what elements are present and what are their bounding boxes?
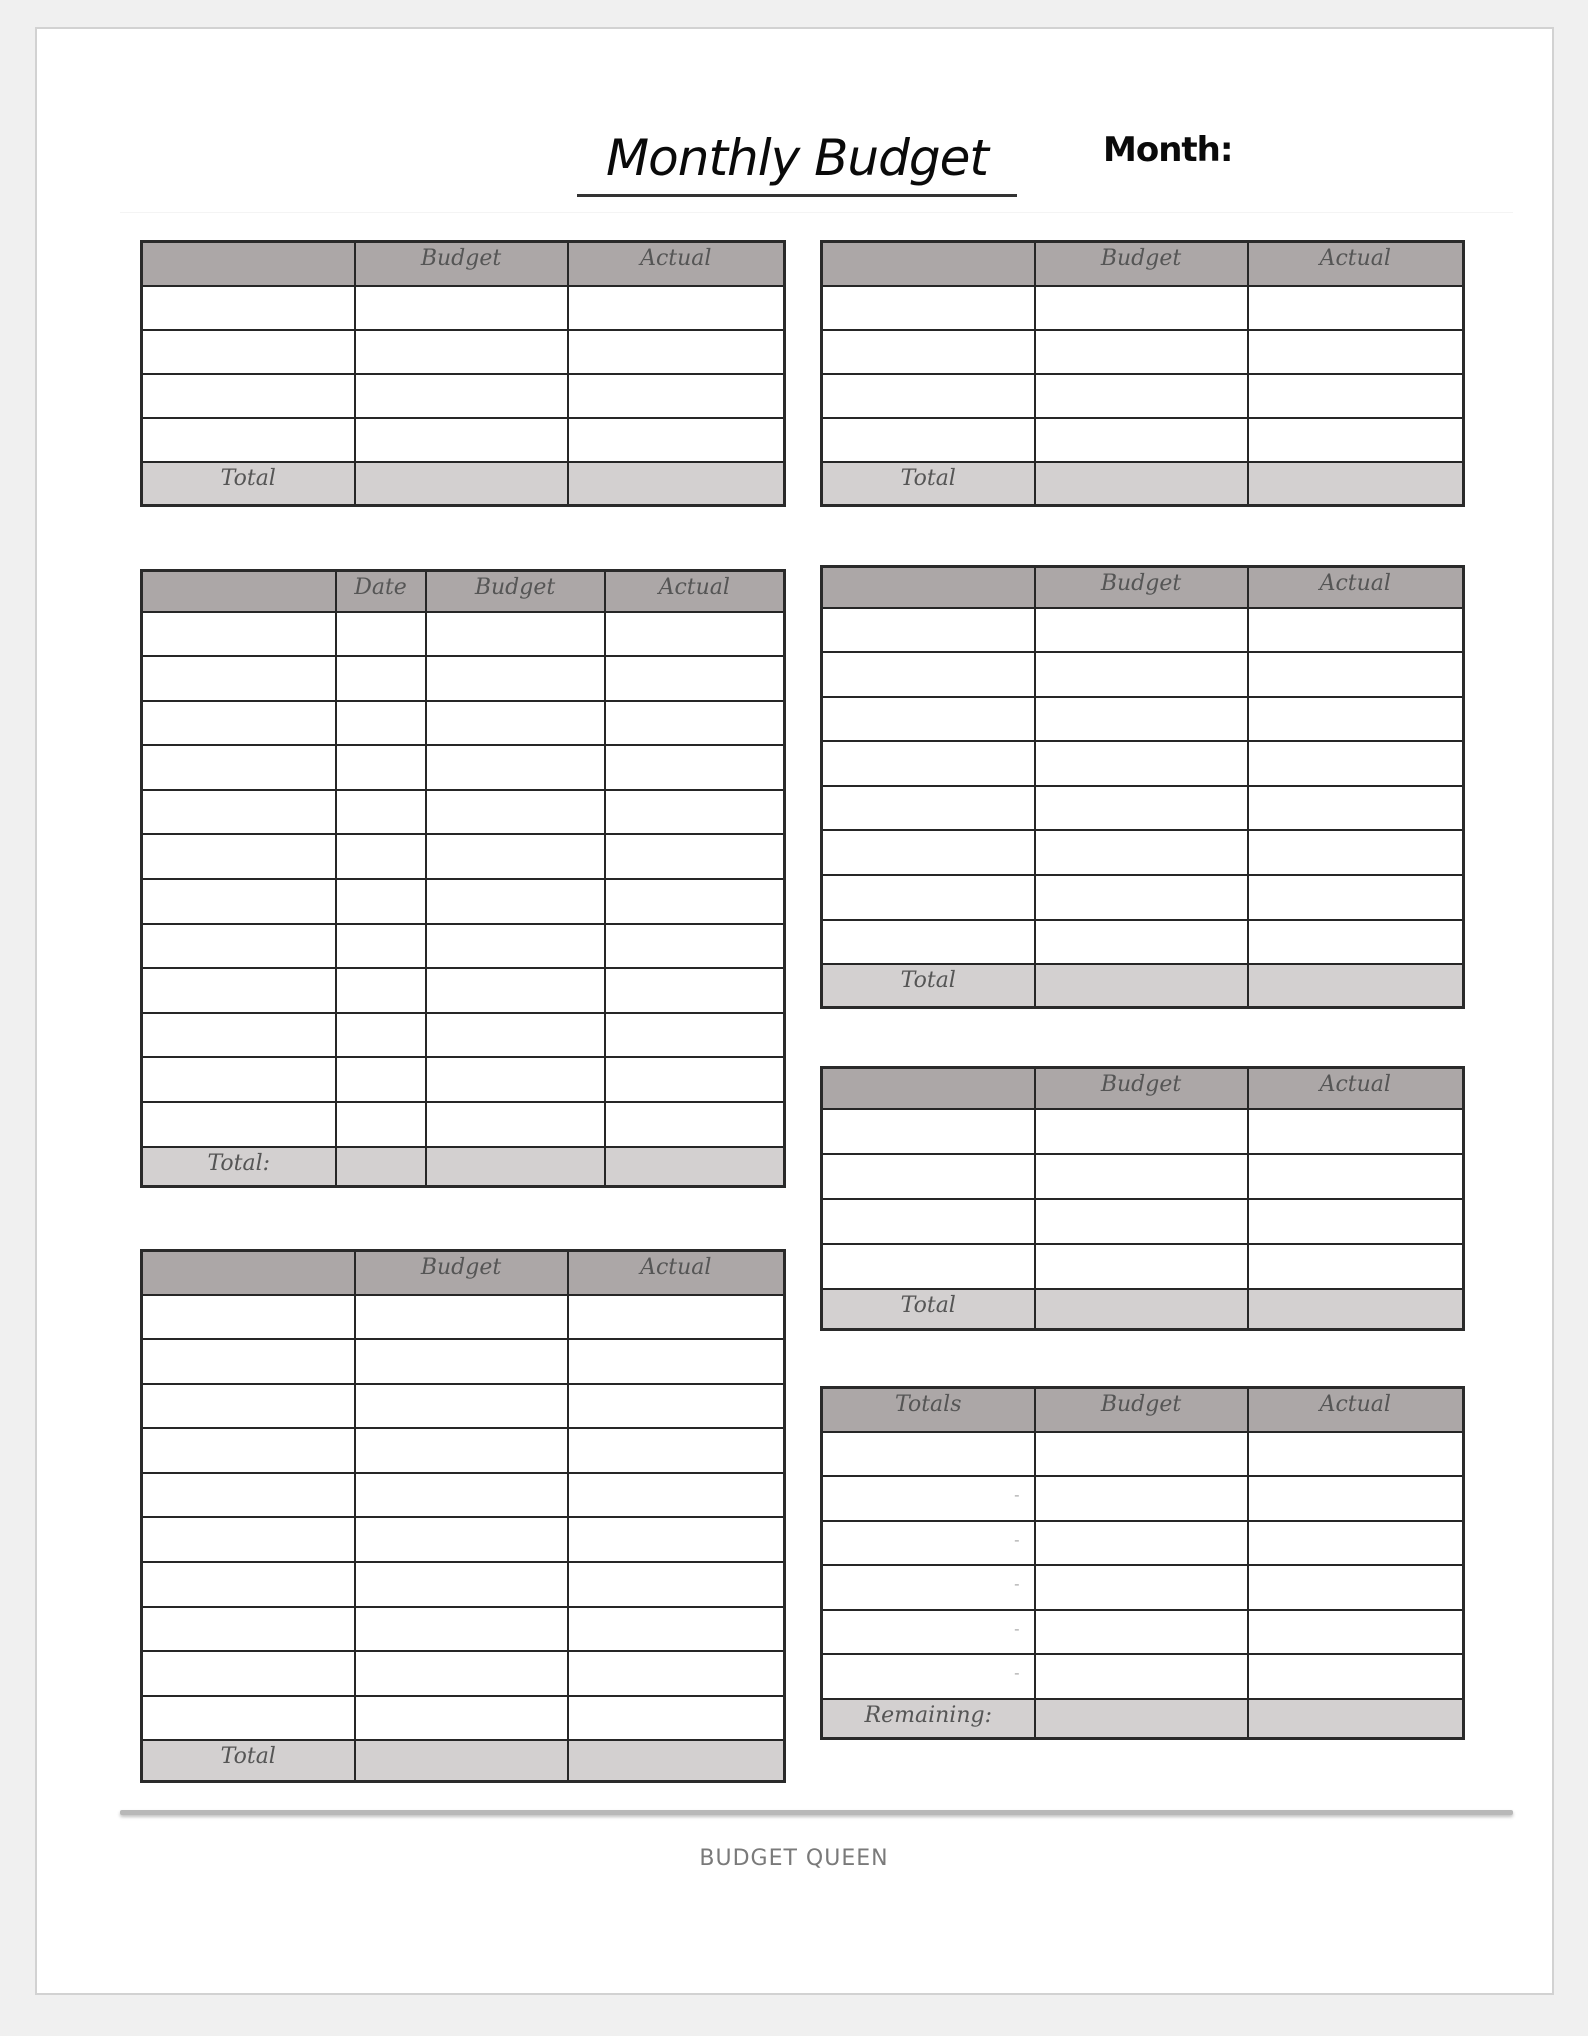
table-header-row: [822, 567, 1464, 608]
category-cell[interactable]: [142, 1102, 336, 1147]
category-cell[interactable]: [822, 608, 1035, 653]
category-cell[interactable]: [142, 1339, 355, 1384]
budget-header: Budget: [1035, 242, 1248, 286]
budget-cell[interactable]: [1035, 697, 1248, 742]
budget-cell[interactable]: [1035, 830, 1248, 875]
category-cell[interactable]: [142, 612, 336, 657]
budget-cell[interactable]: [355, 1339, 568, 1384]
actual-cell[interactable]: [568, 1517, 785, 1562]
table-row: [822, 1610, 1464, 1655]
actual-cell[interactable]: [1248, 374, 1464, 418]
budget-total-cell[interactable]: [355, 462, 568, 506]
category-header: [142, 571, 336, 612]
category-cell[interactable]: [142, 1517, 355, 1562]
budget-cell[interactable]: [1035, 374, 1248, 418]
table-row: [822, 920, 1464, 965]
table-row: [142, 1102, 785, 1147]
right-third-budget-table: [820, 1066, 1465, 1331]
category-cell[interactable]: [142, 879, 336, 924]
actual-cell[interactable]: [1248, 1521, 1464, 1566]
category-cell[interactable]: [142, 745, 336, 790]
actual-cell[interactable]: [1248, 920, 1464, 965]
date-cell[interactable]: [336, 745, 426, 790]
total-row: [822, 964, 1464, 1007]
actual-cell[interactable]: [568, 1384, 785, 1429]
table-row: [822, 1521, 1464, 1566]
budget-cell[interactable]: [355, 1384, 568, 1429]
row-marker[interactable]: [822, 1432, 1035, 1477]
actual-cell[interactable]: [1248, 1476, 1464, 1521]
table-row: [142, 1562, 785, 1607]
row-marker[interactable]: -: [822, 1565, 1035, 1610]
category-cell[interactable]: [822, 286, 1035, 330]
category-cell[interactable]: [142, 1607, 355, 1652]
table-row: [142, 374, 785, 418]
actual-cell[interactable]: [1248, 608, 1464, 653]
category-cell[interactable]: [142, 1473, 355, 1518]
budget-cell[interactable]: [1035, 786, 1248, 831]
remaining-row: [822, 1699, 1464, 1739]
actual-header: Actual: [568, 242, 785, 286]
row-marker[interactable]: -: [822, 1610, 1035, 1655]
table-row: [142, 1517, 785, 1562]
table-row: [142, 1651, 785, 1696]
category-cell[interactable]: [142, 286, 355, 330]
table-row: [822, 1476, 1464, 1521]
actual-cell[interactable]: [568, 1473, 785, 1518]
category-cell[interactable]: [142, 1562, 355, 1607]
actual-cell[interactable]: [568, 330, 785, 374]
actual-total-cell[interactable]: [568, 462, 785, 506]
table-row: [822, 875, 1464, 920]
actual-header: Actual: [605, 571, 785, 612]
budget-cell[interactable]: [1035, 1565, 1248, 1610]
total-row: [822, 1289, 1464, 1330]
budget-header: Budget: [1035, 567, 1248, 608]
left-dated-budget-table: [140, 569, 786, 1188]
date-cell[interactable]: [336, 879, 426, 924]
actual-cell[interactable]: [568, 286, 785, 330]
actual-header: Actual: [568, 1251, 785, 1295]
table-row: [822, 830, 1464, 875]
date-cell[interactable]: [336, 1013, 426, 1058]
table-row: [142, 1428, 785, 1473]
actual-cell[interactable]: [1248, 330, 1464, 374]
budget-cell[interactable]: [1035, 418, 1248, 462]
budget-cell[interactable]: [1035, 1244, 1248, 1289]
budget-remaining-cell[interactable]: [1035, 1699, 1248, 1739]
budget-cell[interactable]: [355, 1517, 568, 1562]
category-cell[interactable]: [142, 418, 355, 462]
budget-cell[interactable]: [426, 1057, 605, 1102]
actual-cell[interactable]: [1248, 1654, 1464, 1699]
date-cell[interactable]: [336, 1057, 426, 1102]
budget-header: Budget: [1035, 1388, 1248, 1432]
category-cell[interactable]: [822, 330, 1035, 374]
date-cell[interactable]: [336, 612, 426, 657]
category-cell[interactable]: [822, 875, 1035, 920]
date-total-cell[interactable]: [336, 1147, 426, 1187]
table-row: [142, 656, 785, 701]
total-row: [142, 462, 785, 506]
actual-cell[interactable]: [1248, 652, 1464, 697]
category-cell[interactable]: [822, 920, 1035, 965]
budget-cell[interactable]: [426, 879, 605, 924]
table-header-row: [822, 1388, 1464, 1432]
table-row: [142, 745, 785, 790]
table-row: [822, 1109, 1464, 1154]
actual-cell[interactable]: [1248, 1109, 1464, 1154]
budget-cell[interactable]: [1035, 1109, 1248, 1154]
budget-cell[interactable]: [1035, 330, 1248, 374]
budget-header: Budget: [355, 1251, 568, 1295]
table-row: [142, 1013, 785, 1058]
budget-cell[interactable]: [426, 1013, 605, 1058]
table-row: [142, 790, 785, 835]
budget-cell[interactable]: [1035, 1476, 1248, 1521]
total-label: Total: [142, 1740, 355, 1781]
total-row: [822, 462, 1464, 506]
table-row: [142, 330, 785, 374]
category-cell[interactable]: [142, 1295, 355, 1340]
actual-cell[interactable]: [1248, 418, 1464, 462]
category-cell[interactable]: [142, 1384, 355, 1429]
budget-cell[interactable]: [1035, 1654, 1248, 1699]
table-row: [822, 1654, 1464, 1699]
budget-cell[interactable]: [355, 418, 568, 462]
actual-cell[interactable]: [605, 790, 785, 835]
table-row: [142, 1384, 785, 1429]
actual-cell[interactable]: [568, 1562, 785, 1607]
category-cell[interactable]: [142, 1013, 336, 1058]
category-cell[interactable]: [142, 924, 336, 969]
row-marker[interactable]: -: [822, 1521, 1035, 1566]
budget-cell[interactable]: [426, 745, 605, 790]
budget-header: Budget: [1035, 1068, 1248, 1109]
remaining-label: Remaining:: [822, 1699, 1035, 1739]
budget-cell[interactable]: [1035, 1432, 1248, 1477]
category-header: [142, 242, 355, 286]
actual-total-cell[interactable]: [568, 1740, 785, 1781]
actual-cell[interactable]: [605, 1013, 785, 1058]
table-row: [822, 1432, 1464, 1477]
date-cell[interactable]: [336, 701, 426, 746]
budget-cell[interactable]: [355, 1562, 568, 1607]
actual-cell[interactable]: [1248, 1154, 1464, 1199]
table-row: [822, 608, 1464, 653]
category-cell[interactable]: [822, 1109, 1035, 1154]
category-header: [822, 567, 1035, 608]
budget-cell[interactable]: [1035, 920, 1248, 965]
table-row: [822, 1199, 1464, 1244]
actual-total-cell[interactable]: [1248, 462, 1464, 506]
budget-cell[interactable]: [1035, 875, 1248, 920]
actual-cell[interactable]: [1248, 1199, 1464, 1244]
actual-cell[interactable]: [1248, 786, 1464, 831]
month-label: Month:: [1103, 130, 1233, 170]
date-header: Date: [336, 571, 426, 612]
category-cell[interactable]: [822, 1154, 1035, 1199]
table-row: [142, 1607, 785, 1652]
actual-total-cell[interactable]: [1248, 1289, 1464, 1330]
category-cell[interactable]: [142, 1057, 336, 1102]
actual-cell[interactable]: [605, 612, 785, 657]
category-cell[interactable]: [822, 1244, 1035, 1289]
actual-header: Actual: [1248, 567, 1464, 608]
page-title: Monthly Budget: [577, 122, 1017, 197]
category-cell[interactable]: [822, 786, 1035, 831]
actual-header: Actual: [1248, 1388, 1464, 1432]
budget-header: Budget: [355, 242, 568, 286]
budget-cell[interactable]: [1035, 1610, 1248, 1655]
budget-cell[interactable]: [426, 968, 605, 1013]
table-row: [142, 612, 785, 657]
category-cell[interactable]: [822, 652, 1035, 697]
actual-cell[interactable]: [1248, 1565, 1464, 1610]
total-row: [142, 1740, 785, 1781]
table-row: [142, 701, 785, 746]
actual-cell[interactable]: [568, 1428, 785, 1473]
actual-remaining-cell[interactable]: [1248, 1699, 1464, 1739]
sheet-bottom-shadow: [120, 1810, 1513, 1815]
table-header-row: [822, 1068, 1464, 1109]
actual-cell[interactable]: [605, 1102, 785, 1147]
actual-total-cell[interactable]: [1248, 964, 1464, 1007]
table-header-row: [822, 242, 1464, 286]
row-marker[interactable]: -: [822, 1654, 1035, 1699]
actual-cell[interactable]: [1248, 697, 1464, 742]
budget-cell[interactable]: [426, 656, 605, 701]
actual-cell[interactable]: [1248, 830, 1464, 875]
budget-cell[interactable]: [355, 1696, 568, 1741]
actual-cell[interactable]: [568, 1607, 785, 1652]
table-row: [822, 786, 1464, 831]
date-cell[interactable]: [336, 1102, 426, 1147]
category-cell[interactable]: [142, 374, 355, 418]
date-cell[interactable]: [336, 834, 426, 879]
left-bottom-budget-table: [140, 1249, 786, 1783]
table-row: [822, 652, 1464, 697]
totals-summary-table: [820, 1386, 1465, 1740]
budget-cell[interactable]: [426, 790, 605, 835]
table-row: [822, 330, 1464, 374]
date-cell[interactable]: [336, 656, 426, 701]
actual-cell[interactable]: [1248, 1432, 1464, 1477]
total-label: Total: [822, 1289, 1035, 1330]
table-row: [142, 924, 785, 969]
table-row: [142, 879, 785, 924]
category-cell[interactable]: [822, 418, 1035, 462]
date-cell[interactable]: [336, 968, 426, 1013]
row-marker[interactable]: -: [822, 1476, 1035, 1521]
category-cell[interactable]: [142, 1651, 355, 1696]
right-second-budget-table: [820, 565, 1465, 1009]
actual-cell[interactable]: [605, 834, 785, 879]
budget-cell[interactable]: [426, 701, 605, 746]
date-cell[interactable]: [336, 790, 426, 835]
category-cell[interactable]: [142, 834, 336, 879]
actual-header: Actual: [1248, 242, 1464, 286]
total-row: [142, 1147, 785, 1187]
budget-total-cell[interactable]: [1035, 462, 1248, 506]
actual-cell[interactable]: [1248, 741, 1464, 786]
table-row: [822, 286, 1464, 330]
budget-cell[interactable]: [1035, 652, 1248, 697]
budget-header: Budget: [426, 571, 605, 612]
table-header-row: [142, 1251, 785, 1295]
actual-cell[interactable]: [568, 418, 785, 462]
total-label: Total:: [142, 1147, 336, 1187]
budget-cell[interactable]: [355, 1473, 568, 1518]
category-cell[interactable]: [142, 656, 336, 701]
actual-cell[interactable]: [1248, 875, 1464, 920]
budget-cell[interactable]: [355, 1651, 568, 1696]
budget-total-cell[interactable]: [426, 1147, 605, 1187]
budget-cell[interactable]: [355, 330, 568, 374]
actual-header: Actual: [1248, 1068, 1464, 1109]
table-row: [142, 1057, 785, 1102]
actual-cell[interactable]: [1248, 286, 1464, 330]
table-row: [142, 1339, 785, 1384]
actual-cell[interactable]: [605, 924, 785, 969]
actual-cell[interactable]: [568, 1339, 785, 1384]
actual-cell[interactable]: [605, 656, 785, 701]
table-row: [822, 1565, 1464, 1610]
budget-cell[interactable]: [355, 374, 568, 418]
table-row: [142, 418, 785, 462]
budget-total-cell[interactable]: [1035, 964, 1248, 1007]
category-header: [822, 242, 1035, 286]
budget-cell[interactable]: [355, 1607, 568, 1652]
table-row: [822, 1154, 1464, 1199]
table-row: [822, 697, 1464, 742]
budget-cell[interactable]: [355, 1295, 568, 1340]
budget-cell[interactable]: [1035, 608, 1248, 653]
table-row: [822, 1244, 1464, 1289]
right-top-budget-table: [820, 240, 1465, 507]
budget-total-cell[interactable]: [355, 1740, 568, 1781]
totals-header: Totals: [822, 1388, 1035, 1432]
category-cell[interactable]: [822, 830, 1035, 875]
category-cell[interactable]: [142, 330, 355, 374]
table-header-row: [142, 242, 785, 286]
budget-cell[interactable]: [355, 1428, 568, 1473]
category-cell[interactable]: [822, 697, 1035, 742]
table-row: [822, 374, 1464, 418]
budget-cell[interactable]: [426, 924, 605, 969]
table-row: [142, 1696, 785, 1741]
left-top-budget-table: [140, 240, 786, 507]
total-label: Total: [142, 462, 355, 506]
actual-cell[interactable]: [568, 1295, 785, 1340]
budget-cell[interactable]: [426, 1102, 605, 1147]
table-row: [142, 1295, 785, 1340]
total-label: Total: [822, 964, 1035, 1007]
actual-cell[interactable]: [605, 745, 785, 790]
category-cell[interactable]: [142, 790, 336, 835]
actual-cell[interactable]: [568, 1696, 785, 1741]
budget-cell[interactable]: [1035, 1521, 1248, 1566]
actual-cell[interactable]: [605, 879, 785, 924]
actual-total-cell[interactable]: [605, 1147, 785, 1187]
total-label: Total: [822, 462, 1035, 506]
footer-brand: BUDGET QUEEN: [699, 1846, 889, 1871]
category-cell[interactable]: [142, 701, 336, 746]
category-cell[interactable]: [142, 968, 336, 1013]
category-cell[interactable]: [822, 374, 1035, 418]
table-row: [142, 1473, 785, 1518]
table-row: [822, 418, 1464, 462]
actual-cell[interactable]: [605, 701, 785, 746]
date-cell[interactable]: [336, 924, 426, 969]
actual-cell[interactable]: [568, 1651, 785, 1696]
budget-cell[interactable]: [355, 286, 568, 330]
table-row: [142, 834, 785, 879]
category-cell[interactable]: [822, 1199, 1035, 1244]
actual-cell[interactable]: [605, 968, 785, 1013]
category-header: [822, 1068, 1035, 1109]
budget-cell[interactable]: [1035, 286, 1248, 330]
table-header-row: [142, 571, 785, 612]
budget-cell[interactable]: [426, 834, 605, 879]
table-row: [822, 741, 1464, 786]
table-row: [142, 286, 785, 330]
budget-cell[interactable]: [1035, 741, 1248, 786]
category-header: [142, 1251, 355, 1295]
category-cell[interactable]: [142, 1696, 355, 1741]
actual-cell[interactable]: [568, 374, 785, 418]
budget-total-cell[interactable]: [1035, 1289, 1248, 1330]
category-cell[interactable]: [822, 741, 1035, 786]
actual-cell[interactable]: [1248, 1244, 1464, 1289]
budget-cell[interactable]: [1035, 1199, 1248, 1244]
table-row: [142, 968, 785, 1013]
actual-cell[interactable]: [1248, 1610, 1464, 1655]
category-cell[interactable]: [142, 1428, 355, 1473]
budget-cell[interactable]: [1035, 1154, 1248, 1199]
actual-cell[interactable]: [605, 1057, 785, 1102]
budget-cell[interactable]: [426, 612, 605, 657]
